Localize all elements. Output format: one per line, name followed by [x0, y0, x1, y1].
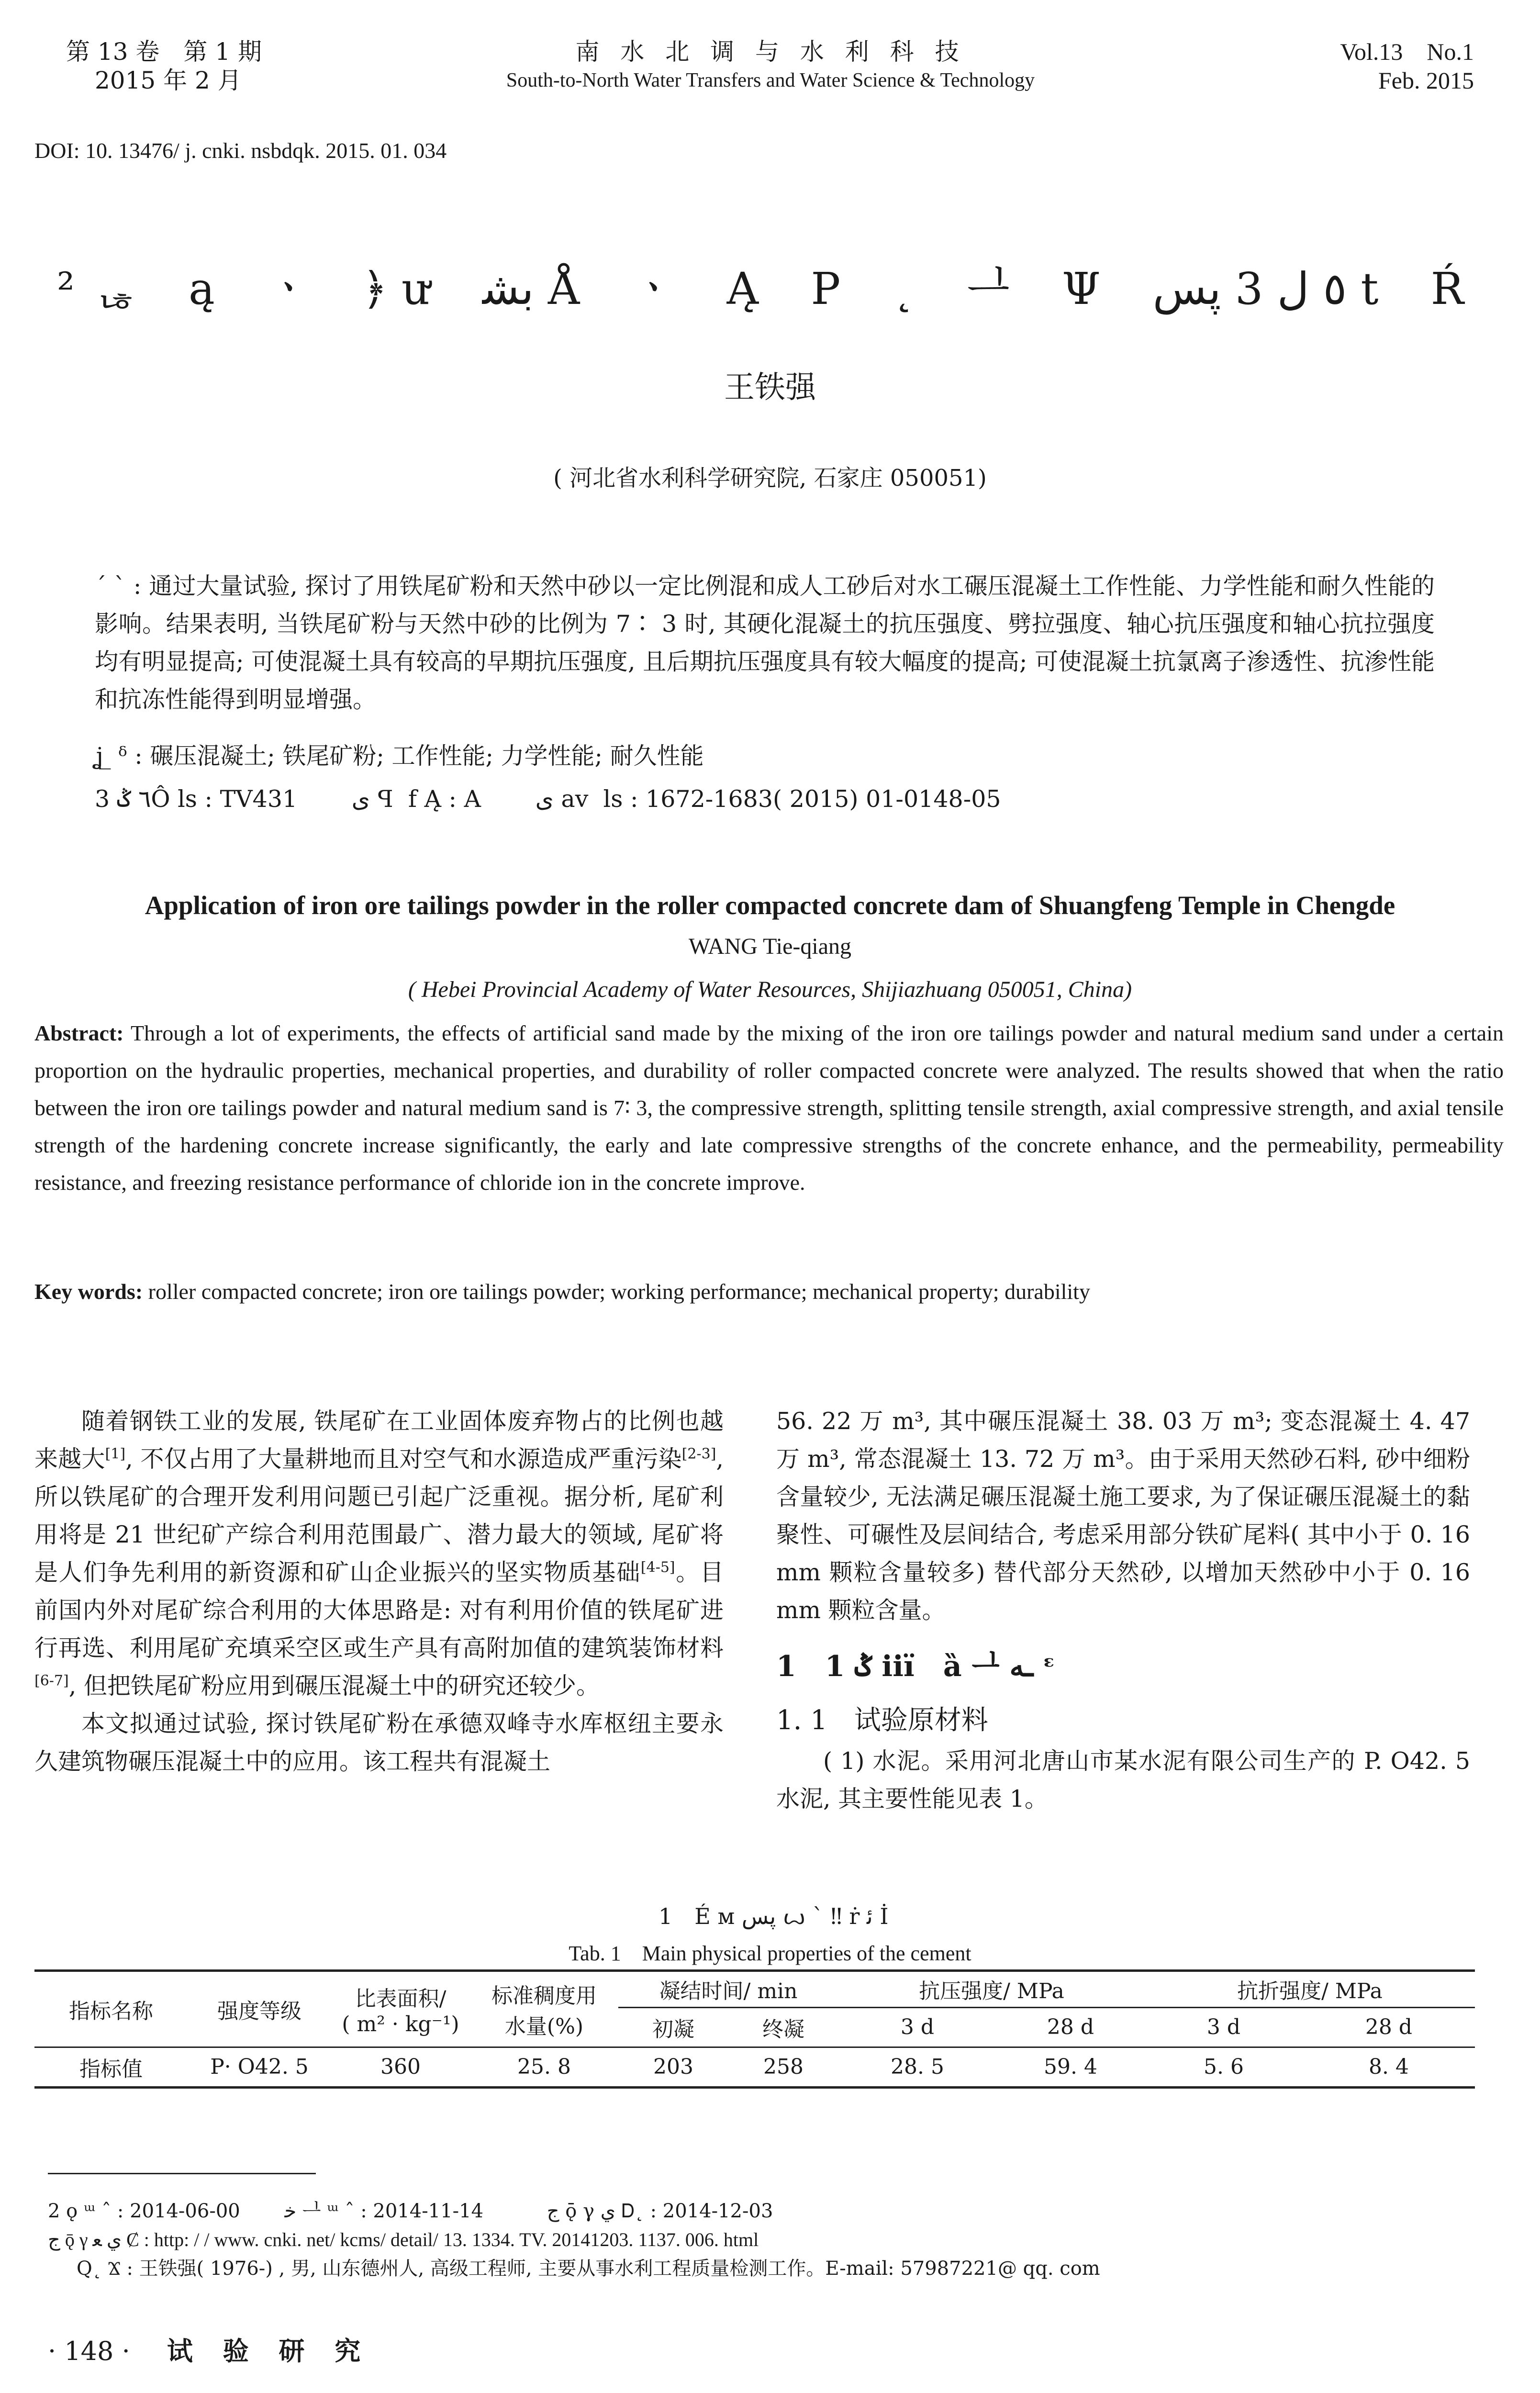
header-left	[66, 37, 262, 95]
intro-paragraph-3: 56. 22 万 m³, 其中碾压混凝土 38. 03 万 m³; 变态混凝土 4. 47 万 m³, 常态混凝土 13. 72 万 m³。由于采用天然砂石料, 砂中细粉含量较少, 无法满足碾压混凝土施工要求, 为了保证碾压混凝土的黏聚性、可碾性及层间结合, 考虑采用部分铁矿尾料( 其中小于 0. 16 mm 颗粒含量较多) 替代部分天然砂, 以增加天然砂中小于 0. 16 mm 颗粒含量。	[776, 1408, 1470, 1624]
header-right	[1283, 37, 1474, 95]
abstract-cn-label: ˊ ˋ	[95, 572, 126, 600]
citation: [4-5]	[640, 1559, 675, 1576]
table-1	[34, 1969, 1475, 2089]
abstract-en-text: Through a lot of experiments, the effects of artificial sand made by the mixing of the iron ore tailings powder and natural medium sand under a certain proportion on the hydraulic properties, mechanical properties, and durability of roller compacted concrete were analyzed. The results showed that when the ratio between the iron ore tailings powder and natural medium sand is 7∶ 3, the compressive strength, splitting tensile strength, axial compressive strength, and axial tensile strength of the hardening concrete increase significantly, the early and late compressive strengths of the concrete enhance, and the permeability, permeability resistance, and freezing resistance performance of chloride ion in the concrete improve.	[34, 1021, 1504, 1195]
section-1-heading: 1 1 ݣ iiï ȁ ᆜ ـه ᵋ ￼	[776, 1650, 1065, 1683]
citation: [6-7]	[34, 1672, 69, 1689]
vol-no-en: Vol.13 No.1	[1340, 38, 1474, 65]
footnote-author: Q˛ Ϫ : 王铁强( 1976-) , 男, 山东德州人, 高级工程师, 主要从事水利工程质量检测工作。E-mail: 57987221@ qq. com	[77, 2258, 1100, 2280]
affiliation-cn: ( 河北省水利科学研究院, 石家庄 050051)	[553, 465, 987, 492]
keywords-cn-label: ʝ ̲ ᵟ	[95, 742, 127, 770]
footnote-url: ﺝ ǭ γ ي ﻌ Ȼ : http: / / www. cnki. net/ kcms/ detail/ 13. 1334. TV. 20141203. 1137. 006. html	[48, 2229, 759, 2250]
table-caption-cn: ￼ 1 É м پس ꙍ ˋ ‼ ṙ ﺋ İ	[651, 1903, 889, 1929]
table-cell: 28. 5	[891, 2055, 944, 2079]
keywords-en	[34, 1273, 1504, 1310]
keywords-cn	[95, 737, 1435, 775]
table-cell: 8. 4	[1369, 2055, 1409, 2079]
header-flexural: 抗折强度/ MPa	[1145, 1972, 1475, 2007]
header-28d: 28 d	[1047, 2015, 1094, 2039]
author-cn: 王铁强	[724, 370, 816, 405]
table-cell: 59. 4	[1044, 2055, 1097, 2079]
page-number: · 148 ·	[48, 2336, 130, 2366]
header-compressive: 抗压强度/ MPa	[838, 1972, 1145, 2007]
date-en: Feb. 2015	[1378, 67, 1474, 94]
materials-paragraph: ( 1) 水泥。采用河北唐山市某水泥有限公司生产的 P. O42. 5水泥, 其主要性能见表 1。	[776, 1747, 1470, 1812]
table-cell: P· O42. 5	[210, 2055, 309, 2079]
abstract-en	[34, 1015, 1504, 1201]
table-cell: 5. 6	[1204, 2055, 1244, 2079]
intro-paragraph-2: 本文拟通过试验, 探讨铁尾矿粉在承德双峰寺水库枢纽主要永久建筑物碾压混凝土中的应用。该工程共有混凝土	[34, 1710, 724, 1775]
abstract-cn-text: : 通过大量试验, 探讨了用铁尾矿粉和天然中砂以一定比例混和成人工砂后对水工碾压混凝土工作性能、力学性能和耐久性能的影响。结果表明, 当铁尾矿粉与天然中砂的比例为 7∶ 3 时, 其硬化混凝土的抗压强度、劈拉强度、轴心抗压强度和轴心抗拉强度均有明显提高; 可使混凝土具有较高的早期抗压强度, 且后期抗压强度具有较大幅度的提高; 可使混凝土抗氯离子渗透性、抗渗性能和抗冻性能得到明显增强。	[95, 572, 1435, 713]
header-final: 终凝	[762, 2017, 804, 2042]
author-en: WANG Tie-qiang	[688, 934, 851, 959]
table-cell: 258	[763, 2055, 803, 2079]
header-area: 比表面积/ ( m² · kg⁻¹)	[342, 1987, 459, 2037]
header-name: 指标名称	[69, 1999, 153, 2024]
journal-title-cn: 南 水 北 调 与 水 利 科 技	[575, 38, 966, 66]
volume-issue: 第 13 卷 第 1 期	[66, 38, 262, 66]
header-28d-flex: 28 d	[1365, 2015, 1413, 2039]
journal-title-en: South-to-North Water Transfers and Water Science & Technology	[506, 69, 1035, 91]
table-cell: 25. 8	[517, 2055, 571, 2079]
header-water: 标准稠度用 水量(%)	[491, 1983, 597, 2039]
body-right-column	[776, 1402, 1470, 1818]
header-3d: 3 d	[900, 2015, 935, 2039]
header-setting: 凝结时间/ min	[618, 1972, 838, 2007]
intro-paragraph-1: 随着钢铁工业的发展, 铁尾矿在工业固体废弃物占的比例也越来越大[1], 不仅占用了大量耕地而且对空气和水源造成严重污染[2-3], 所以铁尾矿的合理开发利用问题已引起广泛重视。据分析, 尾矿利用将是 21 世纪矿产综合利用范围最广、潜力最大的领域, 尾矿将是人们争先利用的新资源和矿山企业振兴的坚实物质基础[4-5]。目前国内外对尾矿综合利用的大体思路是: 对有利用价值的铁尾矿进行再选、利用尾矿充填采空区或生产具有高附加值的建筑装饰材料[6-7], 但把铁尾矿粉应用到碾压混凝土中的研究还较少。	[34, 1408, 724, 1700]
doi: DOI: 10. 13476/ j. cnki. nsbdqk. 2015. 01. 034	[34, 138, 447, 163]
issue-date: 2015 年 2 月	[95, 67, 242, 94]
abstract-cn	[95, 567, 1435, 718]
table-cell: 360	[380, 2055, 421, 2079]
page-footer	[48, 2331, 371, 2368]
abstract-en-label: Abstract:	[34, 1021, 124, 1045]
table-cell: 203	[653, 2055, 693, 2079]
citation: [2-3]	[681, 1445, 716, 1463]
header-initial: 初凝	[652, 2017, 694, 2042]
footnotes	[48, 2197, 1484, 2283]
classification-line: 3 ٦ ݣÔ ls : TV431 ى ꟼ ￼ f Ą : A ى av ￼ ls : 1672-1683( 2015) 01-0148-05	[95, 785, 1001, 813]
table-cell: 指标值	[79, 2057, 143, 2081]
table-row	[34, 2047, 1475, 2087]
footnote-dates: 2 ǫ ᵚ ˆ : 2014-06-00 ﺧ ᆜ ᵚ ˆ : 2014-11-14 ﺝ ǭ γ ي Ꭰ˛ : 2014-12-03	[48, 2200, 773, 2222]
header-3d-flex: 3 d	[1206, 2015, 1241, 2039]
table-header-row-1	[34, 1972, 1475, 2007]
header-center	[325, 37, 1216, 95]
section-1-1-heading: 1. 1 试验原材料	[776, 1705, 988, 1736]
footnote-rule	[48, 2173, 316, 2174]
affiliation-en: ( Hebei Provincial Academy of Water Resources, Shijiazhuang 050051, China)	[408, 977, 1132, 1002]
citation: [1]	[105, 1445, 126, 1463]
keywords-en-text: roller compacted concrete; iron ore tailings powder; working performance; mechanical property; durability	[148, 1279, 1090, 1304]
title-cn: ²ᆭ ą ㆍ ﴿ ư ﺑﺸ Å ㆍ Ą P ˛ ᆜ Ψ ٥ ل 3 پس t Ŕ	[57, 263, 1483, 314]
keywords-en-label: Key words:	[34, 1279, 143, 1304]
title-en: Application of iron ore tailings powder in the roller compacted concrete dam of Shuangfeng Temple in Chengde	[145, 891, 1395, 920]
section-label: 试 验 研 究	[167, 2336, 371, 2366]
body-left-column	[34, 1402, 724, 1780]
header-grade: 强度等级	[217, 1999, 301, 2024]
table-caption-en: Tab. 1 Main physical properties of the cement	[569, 1942, 971, 1965]
keywords-cn-text: : 碾压混凝土; 铁尾矿粉; 工作性能; 力学性能; 耐久性能	[134, 742, 704, 770]
